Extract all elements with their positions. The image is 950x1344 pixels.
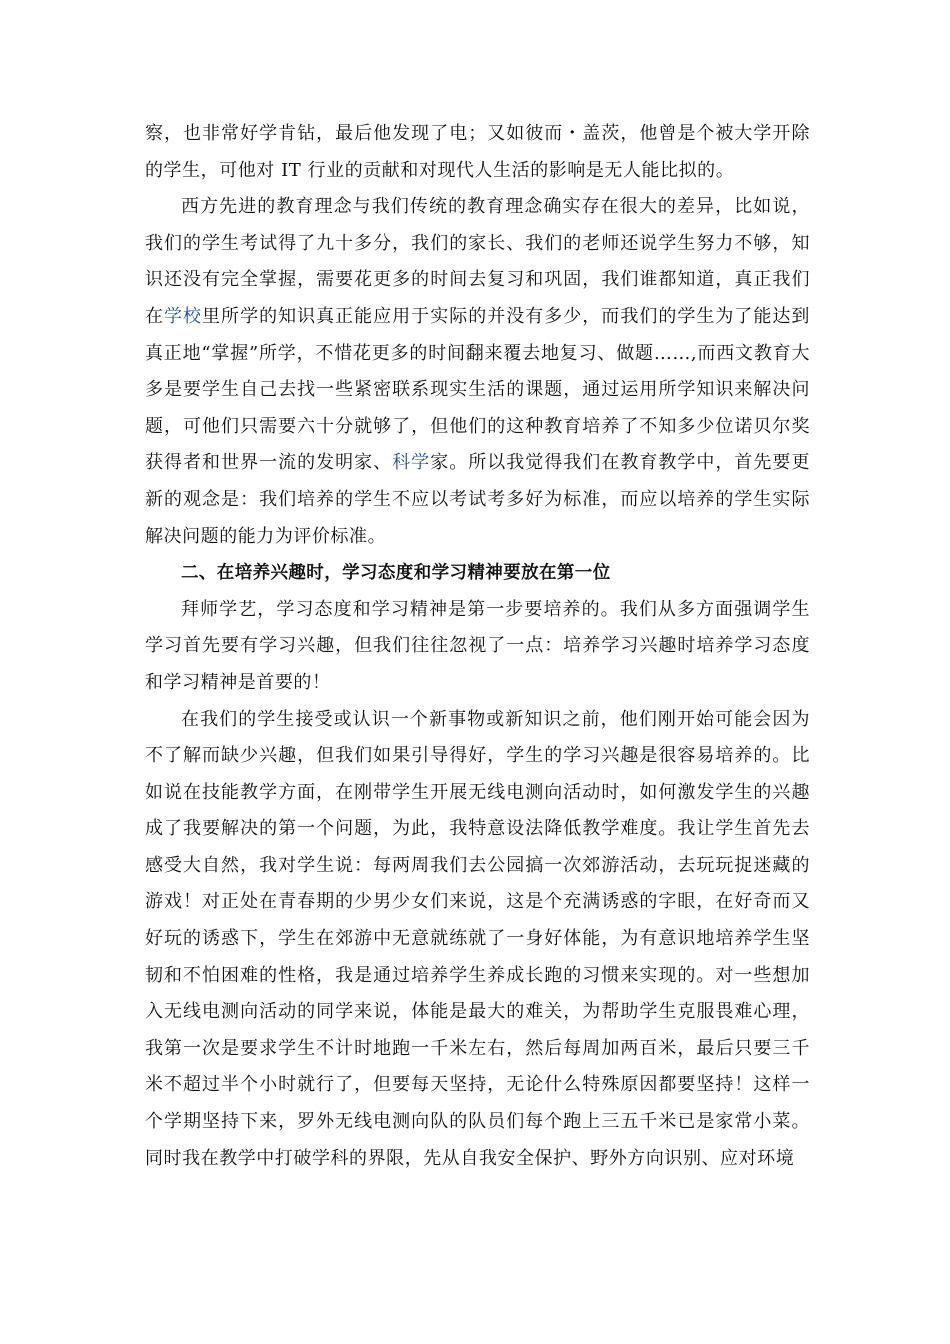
link-science[interactable]: 科学 [392,452,431,474]
link-school[interactable]: 学校 [164,305,203,327]
paragraph-continued: 察，也非常好学肯钻，最后他发现了电；又如彼而・盖茨，他曾是个被大学开除的学生，可他对 IT 行业的贡献和对现代人生活的影响是无人能比拟的。 [145,123,810,181]
document-body [145,116,810,1177]
paragraph-text: 里所学的知识真正能应用于实际的并没有多少，而我们的学生为了能达到真正地“掌握”所学，不惜花更多的时间翻来覆去地复习、做题……,而西文教育大多是要学生自己去找一些紧密联系现实生活的课题，通过运用所学知识来解决问题，可他们只需要六十分就够了，但他们的这种教育培养了不知多少位诺贝尔奖获得者和世界一流的发明家、 [145,305,810,474]
paragraph-education-concepts [145,189,810,555]
section-heading-2: 二、在培养兴趣时，学习态度和学习精神要放在第一位 [181,563,611,584]
paragraph-text: 家。所以我觉得我们在教育教学中，首先要更新的观念是：我们培养的学生不应以考试考多好为标准，而应以培养的学生实际解决问题的能力为评价标准。 [145,452,810,547]
paragraph-text: 西方先进的教育理念与我们传统的教育理念确实存在很大的差异，比如说，我们的学生考试得了九十多分，我们的家长、我们的老师还说学生努力不够，知识还没有完全掌握，需要花更多的时间去复习和巩固，我们谁都知道，真正我们在 [145,196,810,327]
paragraph-learning-attitude: 拜师学艺，学习态度和学习精神是第一步要培养的。我们从多方面强调学生学习首先要有学习兴趣，但我们往往忽视了一点：培养学习兴趣时培养学习态度和学习精神是首要的！ [145,598,810,693]
paragraph-interest-example: 在我们的学生接受或认识一个新事物或新知识之前，他们刚开始可能会因为不了解而缺少兴趣，但我们如果引导得好，学生的学习兴趣是很容易培养的。比如说在技能教学方面，在刚带学生开展无线电测向活动时，如何激发学生的兴趣成了我要解决的第一个问题，为此，我特意设法降低教学难度。我让学生首先去感受大自然，我对学生说：每两周我们去公园搞一次郊游活动，去玩玩捉迷藏的游戏！对正处在青春期的少男少女们来说，这是个充满诱惑的字眼，在好奇而又好玩的诱惑下，学生在郊游中无意就练就了一身好体能，为有意识地培养学生坚韧和不怕困难的性格，我是通过培养学生养成长跑的习惯来实现的。对一些想加入无线电测向活动的同学来说，体能是最大的难关，为帮助学生克服畏难心理，我第一次是要求学生不计时地跑一千米左右，然后每周加两百米，最后只要三千米不超过半个小时就行了，但要每天坚持，无论什么特殊原因都要坚持！这样一个学期坚持下来，罗外无线电测向队的队员们每个跑上三五千米已是家常小菜。同时我在教学中打破学科的界限，先从自我安全保护、野外方向识别、应对环境 [145,708,810,1169]
